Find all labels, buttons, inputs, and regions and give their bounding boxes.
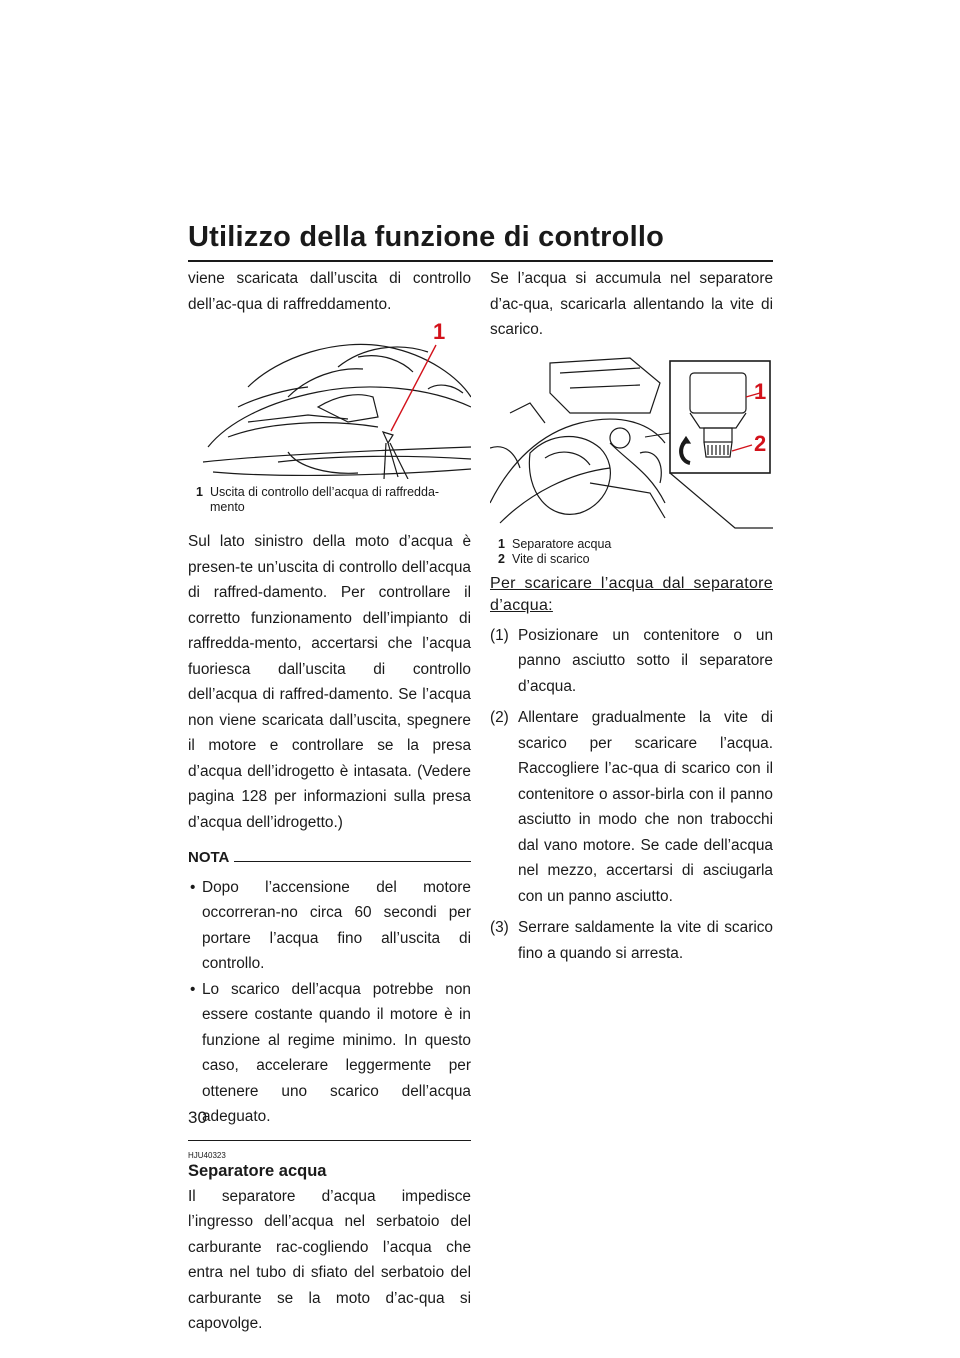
figure1-legend [196, 485, 471, 515]
legend-number: 2 [498, 551, 505, 566]
nota-label: NOTA [188, 849, 230, 866]
legend-item [498, 537, 773, 552]
legend-number: 1 [498, 536, 505, 551]
nota-footer-rule [188, 1140, 471, 1141]
legend-text: Separatore acqua [512, 536, 612, 551]
legend-text: Vite di scarico [512, 551, 590, 566]
procedure-step [490, 623, 773, 700]
nota-rule [234, 861, 471, 862]
jet-ski-illustration [188, 319, 471, 479]
section-title: Separatore acqua [188, 1161, 327, 1180]
step-text: Allentare gradualmente la vite di scarico per scaricare l’acqua. Raccogliere l’ac-qua di scarico con il contenitore o assor-birla con il panno asciutto in modo che non trabocchi dal vano motore. Se cade dell’acqua nel mezzo, accertarsi di asciugarla con un panno asciutto. [518, 709, 773, 905]
figure2-callout-1: 1 [754, 378, 767, 404]
section-code: HJU40323 [188, 1150, 226, 1160]
legend-item [498, 552, 773, 567]
water-separator-illustration [490, 353, 773, 531]
nota-item: • Lo scarico dell’acqua potrebbe non essere costante quando il motore è in funzione al regime minimo. In questo caso, accelerare leggermente per ottenere uno scarico dell’acqua adeguato. [188, 977, 471, 1130]
right-column [490, 266, 773, 972]
step-text: Posizionare un contenitore o un panno asciutto sotto il separatore d’acqua. [518, 626, 773, 695]
step-number: (1) [490, 626, 509, 644]
section-body-paragraph: Il separatore d’acqua impedisce l’ingresso dell’acqua nel serbatoio del carburante rac-cogliendo l’acqua che entra nel tubo di sfiato del serbatoio del carburante se la moto d’ac-qua si capovolge. [188, 1187, 471, 1332]
page-number: 30 [188, 1108, 207, 1127]
left-column [188, 266, 471, 1337]
legend-text: Uscita di controllo dell’acqua di raffredda-mento [210, 485, 440, 514]
step-number: (3) [490, 919, 509, 936]
legend-number: 1 [196, 485, 203, 499]
procedure-step [490, 705, 773, 909]
step-number: (2) [490, 709, 509, 726]
nota-list [188, 875, 471, 1130]
procedure-steps [490, 623, 773, 967]
left-intro-paragraph: viene scaricata dall’uscita di controllo dell’ac-qua di raffreddamento. [188, 270, 471, 313]
nota-header [188, 845, 471, 871]
title-rule [188, 260, 773, 262]
right-intro-paragraph: Se l’acqua si accumula nel separatore d’ac-qua, scaricarla allentando la vite di scarico. [490, 270, 773, 338]
jet-ski-drawing [188, 327, 471, 479]
figure2-callout-2: 2 [754, 430, 767, 456]
left-body-paragraph: Sul lato sinistro della moto d’acqua è presen-te un’uscita di controllo dell’acqua di raffred-damento. Per controllare il corretto funzionamento dell’impianto di raffredda-mento, accertarsi che l’acqua fuoriesca dall’uscita di controllo dell’acqua di raffred-damento. Se l’acqua non viene scaricata dall’uscita, spegnere il motore e controllare se la presa d’acqua dell’idrogetto è intasata. (Vedere pagina 128 per informazioni sulla presa d’acqua dell’idrogetto.) [188, 533, 471, 831]
figure1-callout-1: 1 [433, 319, 446, 344]
figure2-legend [498, 537, 773, 567]
step-text: Serrare saldamente la vite di scarico fino a quando si arresta. [518, 919, 773, 962]
procedure-title: Per scaricare l’acqua dal separatore d’acqua: [490, 574, 773, 614]
engine-bay-drawing [490, 353, 773, 531]
page-title: Utilizzo della funzione di controllo [188, 221, 665, 253]
nota-item: • Dopo l’accensione del motore occorreran-no circa 60 secondi per portare l’acqua fino all’uscita di controllo. [188, 875, 471, 977]
legend-item [196, 485, 471, 515]
procedure-step [490, 915, 773, 966]
